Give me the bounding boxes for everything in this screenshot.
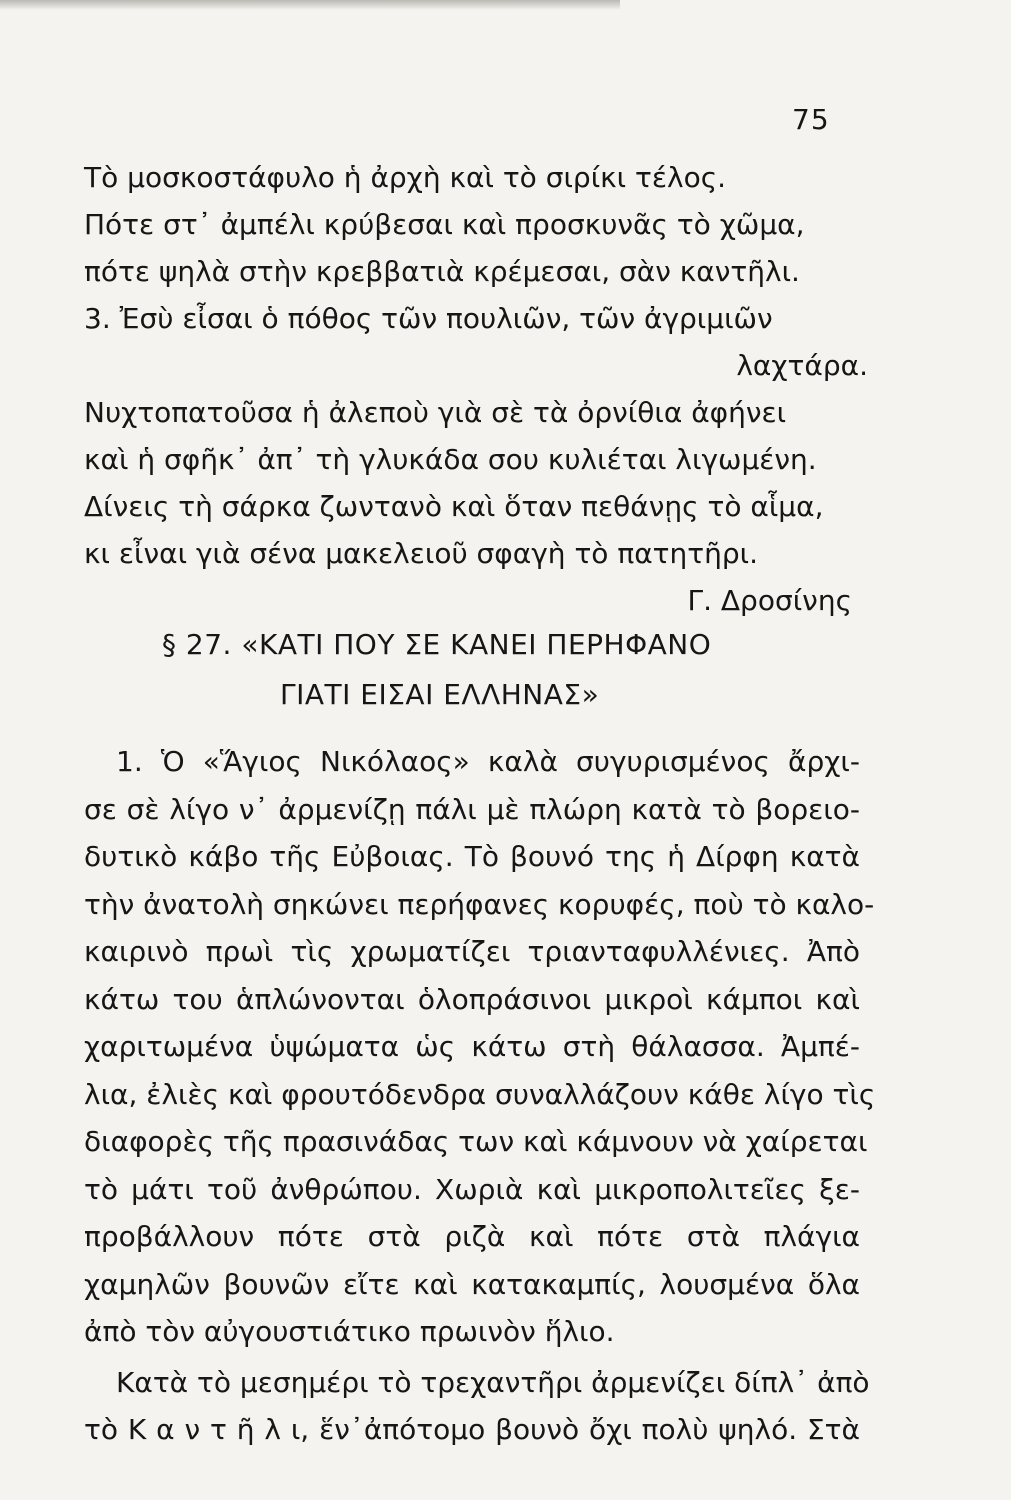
poem-author: Γ. Δροσίνης <box>687 584 852 617</box>
section-heading-line: § 27. «ΚΑΤΙ ΠΟΥ ΣΕ ΚΑΝΕΙ ΠΕΡΗΦΑΝΟ <box>162 628 712 661</box>
section-heading-line: ΓΙΑΤΙ ΕΙΣΑΙ ΕΛΛΗΝΑΣ» <box>280 678 600 711</box>
paragraph-line: χαριτωμένα ὑψώματα ὡς κάτω στὴ θάλασσα. Ἀμπέ- <box>84 1030 860 1063</box>
paragraph-line: τὸ Κ α ν τ ῆ λ ι, ἕν᾽ἀπότομο βουνὸ ὄχι πολὺ ψηλό. Στὰ <box>84 1413 860 1446</box>
prose-body <box>84 738 876 1454</box>
paragraph-line: διαφορὲς τῆς πρασινάδας των καὶ κάμνουν νὰ χαίρεται <box>84 1125 868 1158</box>
paragraph-line: Κατὰ τὸ μεσημέρι τὸ τρεχαντῆρι ἀρμενίζει δίπλ᾽ ἀπὸ <box>116 1365 870 1399</box>
paragraph-line: λια, ἐλιὲς καὶ φρουτόδενδρα συναλλάζουν κάθε λίγο τὶς <box>84 1077 876 1111</box>
paragraph-line: κάτω του ἁπλώνονται ὁλοπράσινοι μικροὶ κάμποι καὶ <box>84 982 860 1016</box>
paragraph-line: τὸ μάτι τοῦ ἀνθρώπου. Χωριὰ καὶ μικροπολιτεῖες ξε- <box>84 1172 860 1206</box>
paragraph-line: σε σὲ λίγο ν᾽ ἀρμενίζῃ πάλι μὲ πλώρη κατὰ τὸ βορειο- <box>84 792 860 826</box>
poem-line: Τὸ μοσκοστάφυλο ἡ ἀρχὴ καὶ τὸ σιρίκι τέλος. <box>84 161 727 194</box>
poem <box>84 154 874 624</box>
paragraph-line: χαμηλῶν βουνῶν εἴτε καὶ κατακαμπίς, λουσμένα ὅλα <box>84 1267 860 1301</box>
paragraph-line: 1. Ὁ «Ἅγιος Νικόλαος» καλὰ συγυρισμένος ἄρχι- <box>116 745 860 778</box>
paragraph-line: ἀπὸ τὸν αὐγουστιάτικο πρωινὸν ἥλιο. <box>84 1315 615 1348</box>
poem-line: πότε ψηλὰ στὴν κρεββατιὰ κρέμεσαι, σὰν καντῆλι. <box>84 255 800 288</box>
poem-line: 3. Ἐσὺ εἶσαι ὁ πόθος τῶν πουλιῶν, τῶν ἀγριμιῶν <box>84 302 773 335</box>
paragraph-line: δυτικὸ κάβο τῆς Εὐβοιας. Τὸ βουνό της ἡ Δίρφη κατὰ <box>84 840 860 873</box>
poem-line: Δίνεις τὴ σάρκα ζωντανὸ καὶ ὅταν πεθάνῃς τὸ αἷμα, <box>84 490 824 523</box>
poem-line: Νυχτοπατοῦσα ἡ ἀλεποὺ γιὰ σὲ τὰ ὀρνίθια ἀφήνει <box>84 396 787 429</box>
poem-line: κι εἶναι γιὰ σένα μακελειοῦ σφαγὴ τὸ πατητῆρι. <box>84 537 759 570</box>
paragraph-line: τὴν ἀνατολὴ σηκώνει περήφανες κορυφές, ποὺ τὸ καλο- <box>84 887 875 921</box>
paragraph-line: καιρινὸ πρωὶ τὶς χρωματίζει τριανταφυλλένιες. Ἀπὸ <box>84 935 860 968</box>
poem-line: λαχτάρα. <box>736 349 868 382</box>
section-heading <box>150 620 790 720</box>
paragraph-line: προβάλλουν πότε στὰ ριζὰ καὶ πότε στὰ πλάγια <box>84 1220 860 1253</box>
poem-line: καὶ ἡ σφῆκ᾽ ἀπ᾽ τὴ γλυκάδα σου κυλιέται λιγωμένη. <box>84 443 817 476</box>
scan-edge-shadow <box>0 0 620 10</box>
poem-line: Πότε στ᾽ ἀμπέλι κρύβεσαι καὶ προσκυνᾶς τὸ χῶμα, <box>84 208 805 241</box>
page-number: 75 <box>792 103 830 136</box>
